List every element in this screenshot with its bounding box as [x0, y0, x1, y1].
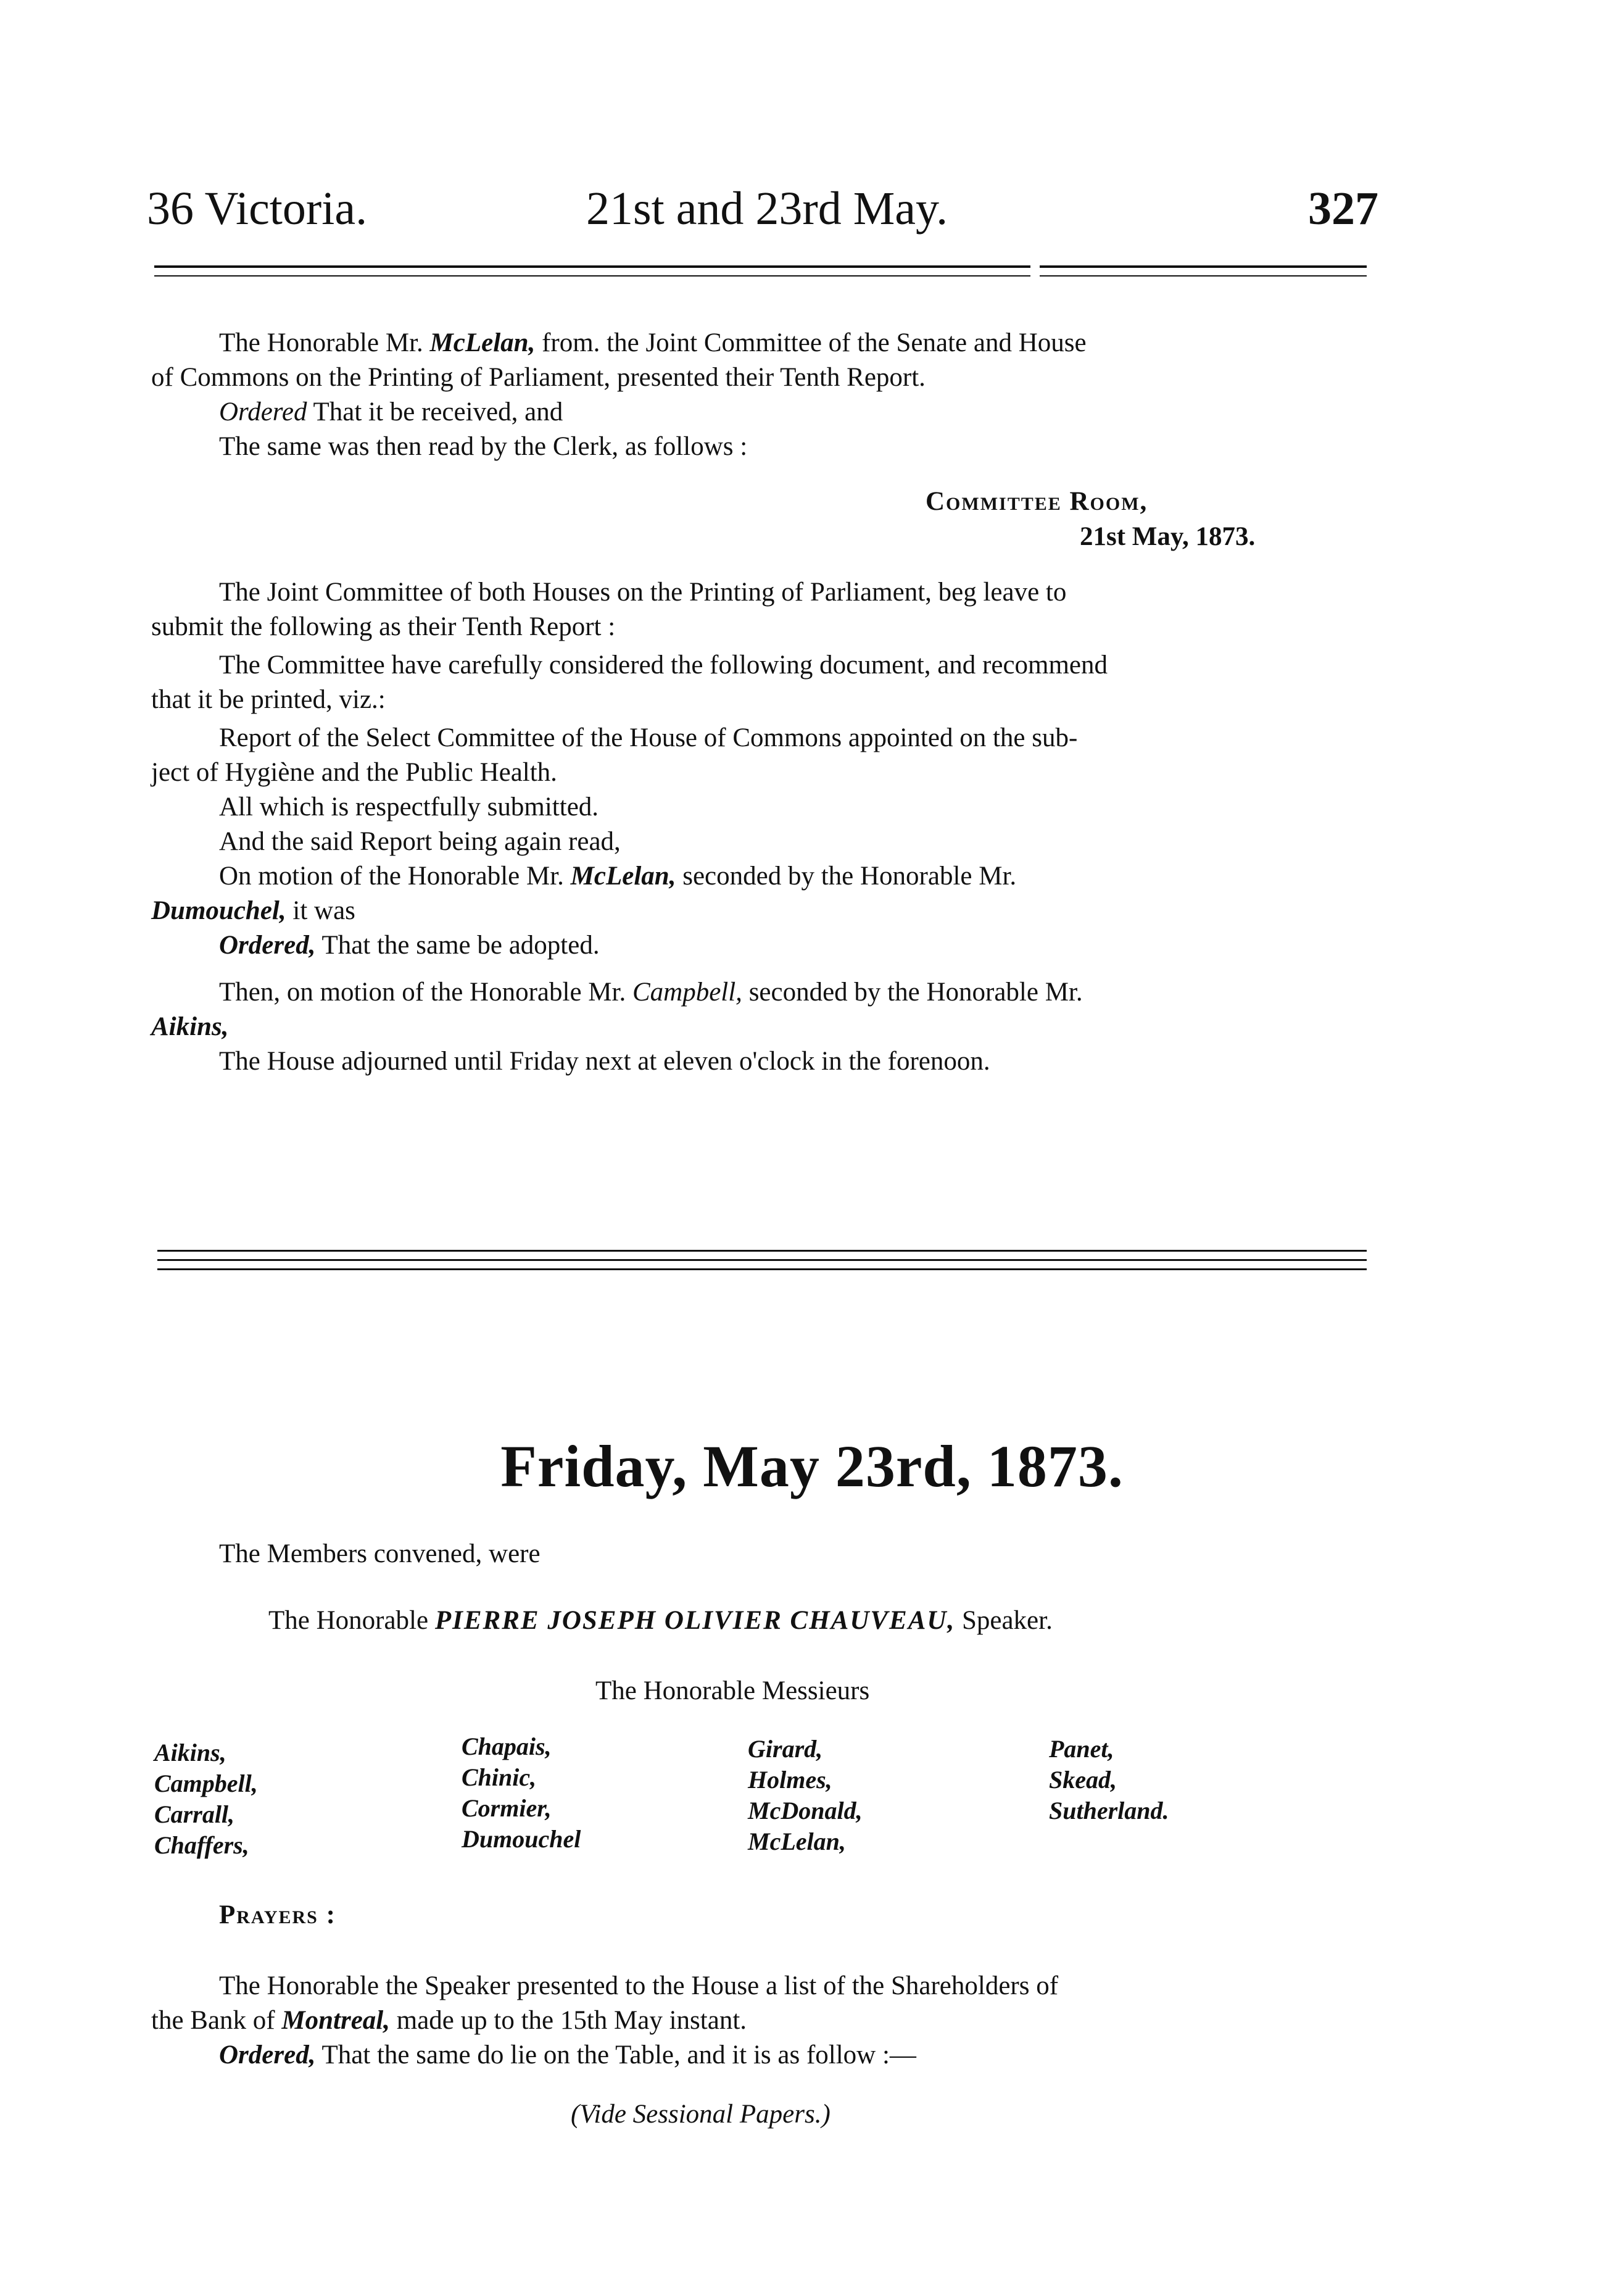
bank-line-2 — [151, 2003, 747, 2038]
intro-line-1 — [219, 326, 1087, 360]
report-para-2a: The Committee have carefully considered the following document, and recommend — [219, 651, 1108, 680]
member-name: Holmes, — [748, 1766, 832, 1794]
committee-date: 21st May, 1873. — [1080, 522, 1256, 551]
page-number: 327 — [1308, 183, 1378, 235]
then-text-a: Then, on motion of the Honorable Mr. — [219, 978, 626, 1007]
bank-name: Montreal, — [281, 2006, 390, 2035]
intro-text-a: The Honorable Mr. — [219, 328, 423, 357]
intro-line-2: of Commons on the Printing of Parliament, presented their Tenth Report. — [151, 363, 926, 392]
prayers-heading: Prayers : — [219, 1900, 336, 1929]
intro-member-name: McLelan, — [429, 328, 536, 357]
adjourn-line: The House adjourned until Friday next at eleven o'clock in the forenoon. — [219, 1047, 990, 1076]
adopted-line — [219, 928, 600, 963]
header-rule-right-2 — [1040, 275, 1367, 277]
then-motion-line-1 — [219, 975, 1083, 1010]
read-by-clerk-line: The same was then read by the Clerk, as follows : — [219, 432, 748, 461]
then-mover-name: Campbell, — [632, 978, 742, 1007]
section-rule-3 — [157, 1268, 1367, 1270]
report-para-3b: ject of Hygiène and the Public Health. — [151, 758, 557, 787]
report-para-3a: Report of the Select Committee of the House of Commons appointed on the sub- — [219, 723, 1078, 752]
committee-room: Committee Room, — [926, 487, 1148, 516]
sitting-title: Friday, May 23rd, 1873. — [500, 1433, 1124, 1499]
member-name: Dumouchel — [462, 1825, 581, 1853]
header-rule-left-2 — [154, 275, 1030, 277]
motion-line-2 — [151, 894, 355, 928]
report-para-1a: The Joint Committee of both Houses on the Printing of Parliament, beg leave to — [219, 578, 1067, 607]
member-name: McLelan, — [748, 1828, 846, 1855]
member-name: Sutherland. — [1049, 1797, 1169, 1824]
member-name: Aikins, — [154, 1739, 226, 1766]
motion-text-b: seconded by the Honorable Mr. — [682, 862, 1017, 891]
then-seconder-name: Aikins, — [151, 1012, 229, 1041]
member-name: Cormier, — [462, 1794, 552, 1822]
ordered-received-line — [219, 395, 563, 430]
member-name: Chinic, — [462, 1763, 537, 1791]
bank-line-1: The Honorable the Speaker presented to the House a list of the Shareholders of — [219, 1971, 1059, 2000]
submitted-line: All which is respectfully submitted. — [219, 792, 599, 821]
member-name: Carrall, — [154, 1800, 235, 1828]
member-name: Skead, — [1049, 1766, 1117, 1794]
members-convened-line: The Members convened, were — [219, 1539, 541, 1568]
member-name: Panet, — [1049, 1735, 1114, 1763]
adopted-text: That the same be adopted. — [321, 931, 600, 960]
motion-mover-name: McLelan, — [570, 862, 676, 891]
then-text-b: seconded by the Honorable Mr. — [748, 978, 1083, 1007]
speaker-post: Speaker. — [961, 1606, 1053, 1635]
speaker-name: PIERRE JOSEPH OLIVIER CHAUVEAU, — [434, 1606, 956, 1635]
header-rule-right-1 — [1040, 265, 1367, 268]
member-name: Girard, — [748, 1735, 823, 1763]
messieurs-line: The Honorable Messieurs — [595, 1676, 870, 1705]
session-label: 36 Victoria. — [147, 183, 368, 235]
bank-text-b: made up to the 15th May instant. — [396, 2006, 747, 2035]
motion-text-c: it was — [292, 896, 355, 925]
report-para-2b: that it be printed, viz.: — [151, 685, 386, 714]
motion-line-1 — [219, 859, 1016, 894]
intro-text-b: from. the Joint Committee of the Senate and House — [542, 328, 1087, 357]
table-ordered-label: Ordered, — [219, 2040, 316, 2069]
member-name: Chapais, — [462, 1732, 552, 1760]
table-ordered-text: That the same do lie on the Table, and it is as follow :— — [321, 2040, 916, 2069]
ordered-text: That it be received, and — [313, 397, 563, 426]
header-dates: 21st and 23rd May. — [586, 183, 948, 235]
bank-text-a: the Bank of — [151, 2006, 275, 2035]
vide-sessional-papers: (Vide Sessional Papers.) — [571, 2100, 831, 2129]
again-read-line: And the said Report being again read, — [219, 827, 621, 856]
member-name: Chaffers, — [154, 1831, 249, 1859]
speaker-pre: The Honorable — [268, 1606, 429, 1635]
section-rule-1 — [157, 1250, 1367, 1252]
motion-text-a: On motion of the Honorable Mr. — [219, 862, 564, 891]
ordered-label: Ordered — [219, 397, 307, 426]
section-rule-2 — [157, 1259, 1367, 1261]
motion-seconder-name: Dumouchel, — [151, 896, 286, 925]
member-name: McDonald, — [748, 1797, 863, 1824]
member-name: Campbell, — [154, 1770, 258, 1797]
table-line — [219, 2038, 916, 2073]
speaker-line — [268, 1603, 1053, 1638]
adopted-label: Ordered, — [219, 931, 316, 960]
header-rule-left-1 — [154, 265, 1030, 268]
report-para-1b: submit the following as their Tenth Report : — [151, 612, 616, 641]
